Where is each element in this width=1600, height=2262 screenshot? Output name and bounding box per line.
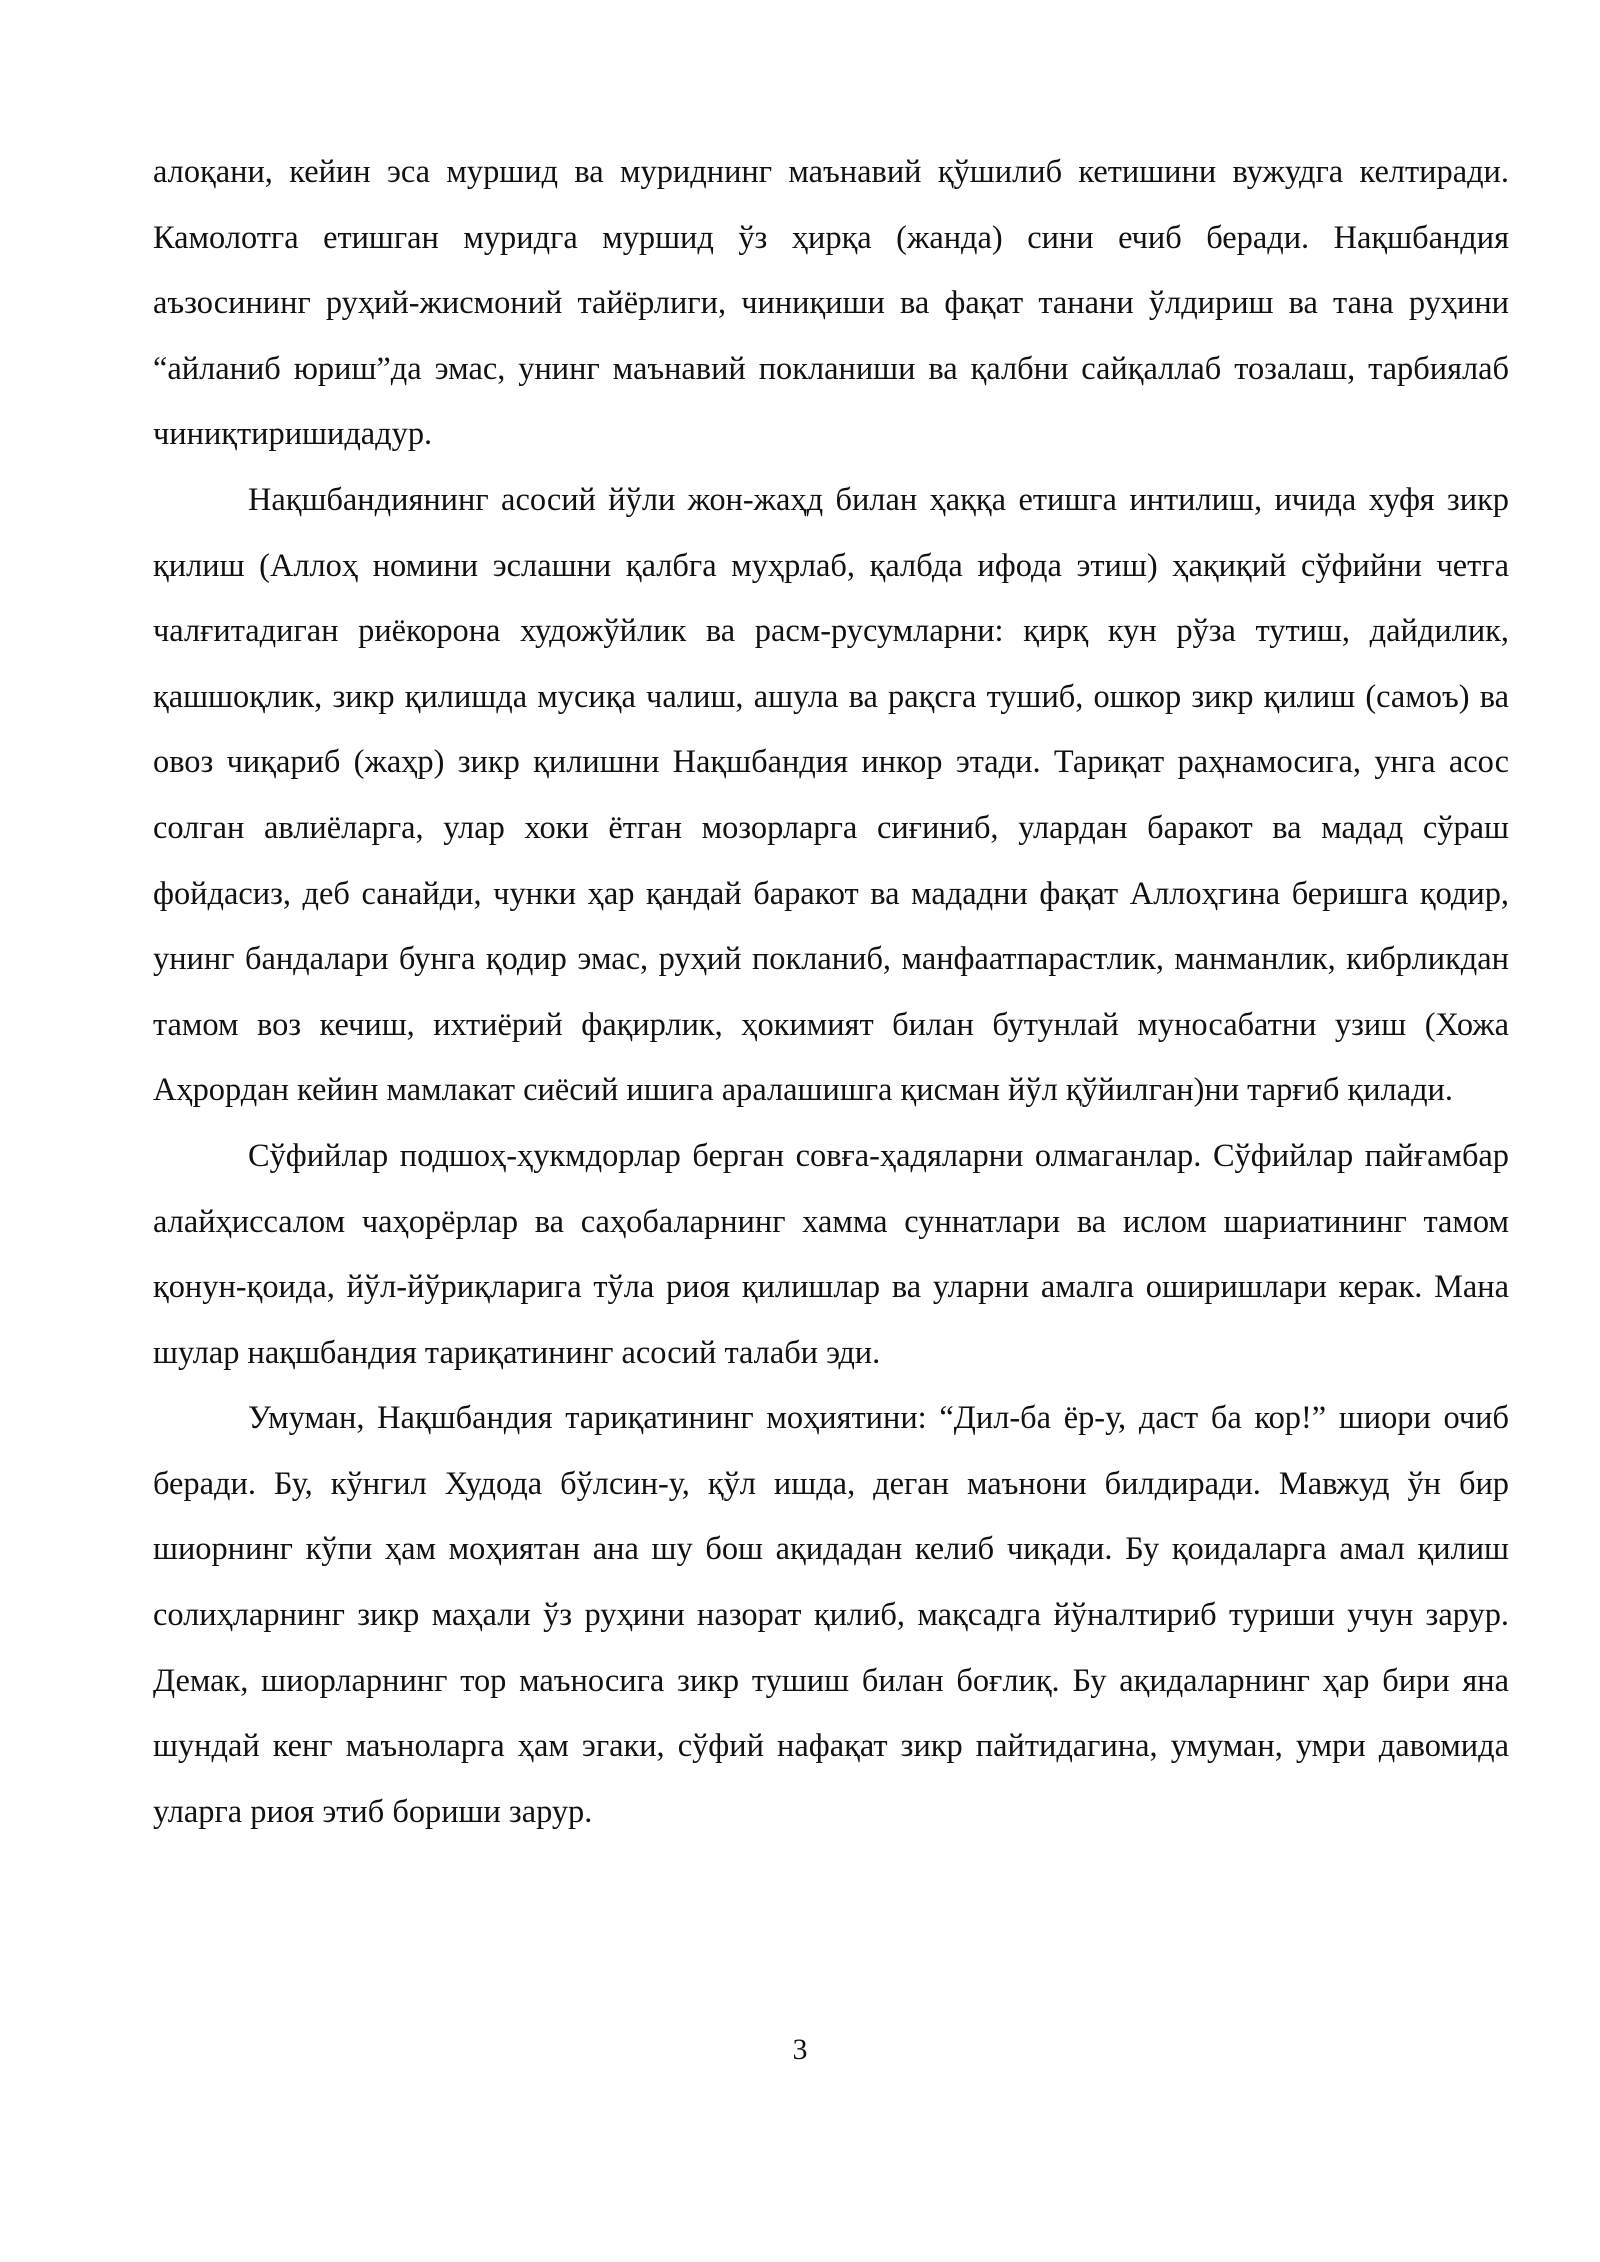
page-number: 3 (792, 2033, 808, 2066)
paragraph-naqshbandiya-path: Нақшбандиянинг асосий йўли жон-жаҳд билан ҳаққа етишга интилиш, ичида хуфя зикр қилиш (Аллоҳ номини эслашни қалбга муҳрлаб, қалбда ифода этиш) ҳақиқий сўфийни четга чалғитадиган риёкорона художўйлик ва расм-русумларни: қирқ кун рўза тутиш, дайдилик, қашшоқлик, зикр қилишда мусиқа чалиш, ашула ва рақсга тушиб, ошкор зикр қилиш (самоъ) ва овоз чиқариб (жаҳр) зикр қилишни Нақшбандия инкор этади. Тариқат раҳнамосига, унга асос солган авлиёларга, улар хоки ётган мозорларга сиғиниб, улардан баракот ва мадад сўраш фойдасиз, деб санайди, чунки ҳар қандай баракот ва мададни фақат Аллоҳгина беришга қодир, унинг бандалари бунга қодир эмас, руҳий покланиб, манфаатпарастлик, манманлик, кибрликдан тамом воз кечиш, ихтиёрий фақирлик, ҳокимият билан бутунлай муносабатни узиш (Хожа Аҳрордан кейин мамлакат сиёсий ишига аралашишга қисман йўл қўйилган)ни тарғиб қилади. (153, 481, 1509, 1109)
paragraph-sufis-gifts: Сўфийлар подшоҳ-ҳукмдорлар берган совға-ҳадяларни олмаганлар. Сўфийлар пайғамбар алайҳиссалом чаҳорёрлар ва саҳобаларнинг хамма суннатлари ва ислом шариатининг тамом қонун-қоида, йўл-йўриқларига тўла риоя қилишлар ва уларни амалга оширишлари керак. Мана шулар нақшбандия тариқатининг асосий талаби эди. (153, 1137, 1509, 1371)
body-text (153, 140, 1509, 1845)
paragraph-motto: Умуман, Нақшбандия тариқатининг моҳиятини: “Дил-ба ёр-у, даст ба кор!” шиори очиб беради. Бу, кўнгил Худода бўлсин-у, қўл ишда, деган маънони билдиради. Мавжуд ўн бир шиорнинг кўпи ҳам моҳиятан ана шу бош ақидадан келиб чиқади. Бу қоидаларга амал қилиш солиҳларнинг зикр маҳали ўз руҳини назорат қилиб, мақсадга йўналтириб туриши учун зарур. Демак, шиорларнинг тор маъносига зикр тушиш билан боғлиқ. Бу ақидаларнинг ҳар бири яна шундай кенг маъноларга ҳам эгаки, сўфий нафақат зикр пайтидагина, умуман, умри давомида уларга риоя этиб бориши зарур. (153, 1400, 1509, 1830)
paragraph-continuation: алоқани, кейин эса муршид ва муриднинг маънавий қўшилиб кетишини вужудга келтиради. Камолотга етишган муридга муршид ўз ҳирқа (жанда) сини ечиб беради. Нақшбандия аъзосининг руҳий-жисмоний тайёрлиги, чиниқиши ва фақат танани ўлдириш ва тана руҳини “айланиб юриш”да эмас, унинг маънавий покланиши ва қалбни сайқаллаб тозалаш, тарбиялаб чиниқтиришидадур. (153, 154, 1509, 453)
